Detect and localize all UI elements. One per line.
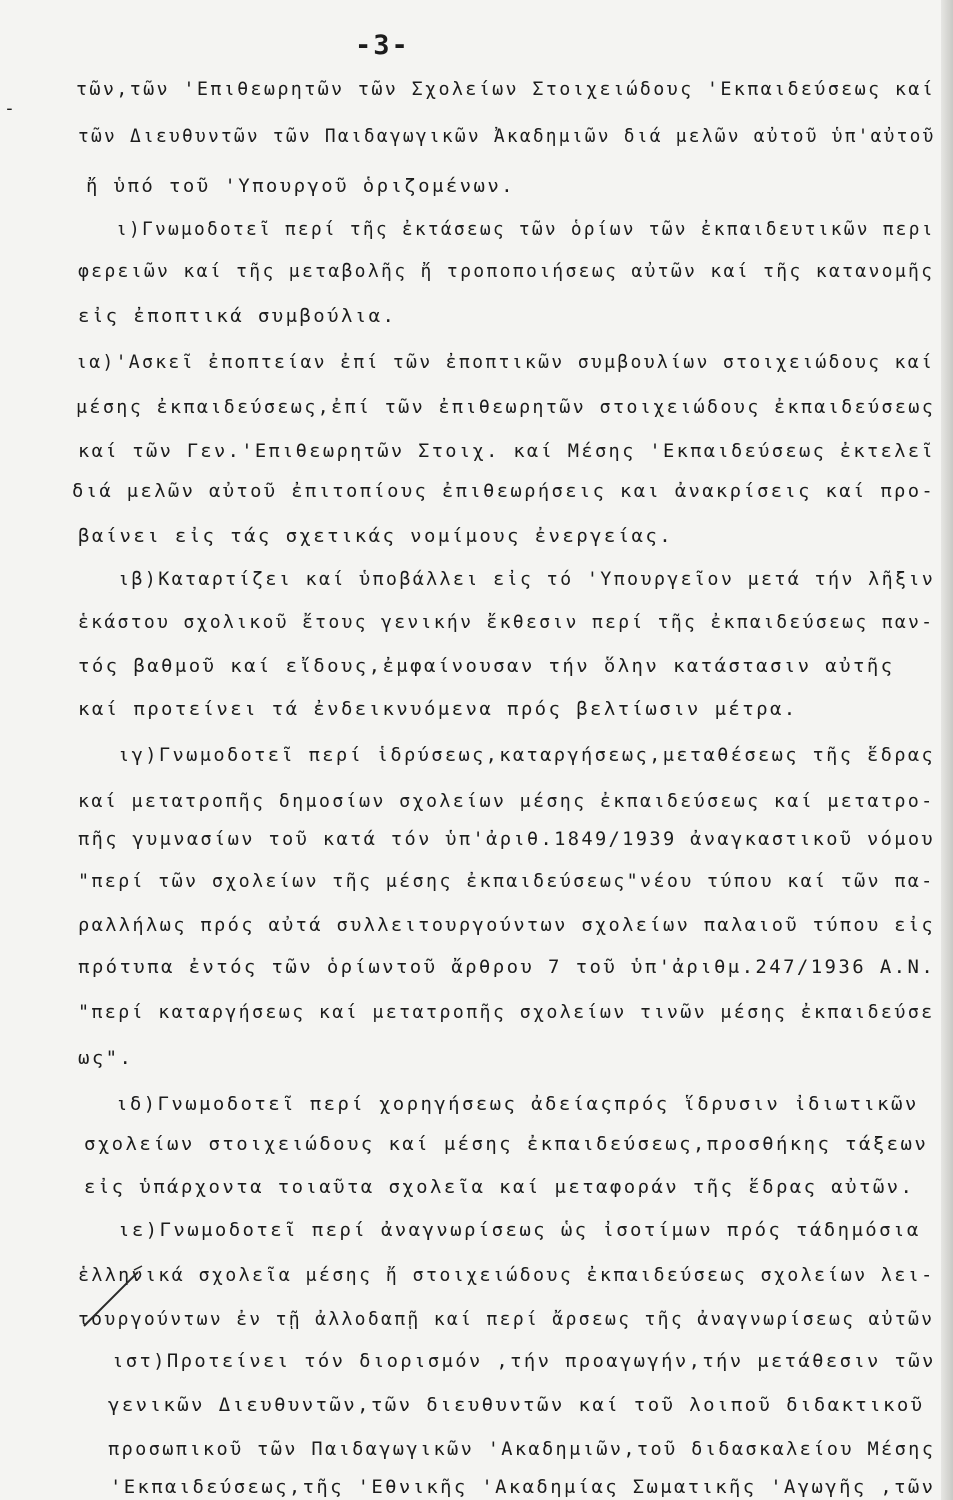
text-line: ιδ)Γνωμοδοτεῖ περί χορηγήσεως ἀδείαςπρός ἵδρυσιν ἰδιωτικῶν [116, 1093, 919, 1115]
page-number: -3- [355, 30, 410, 61]
text-line: ἤ ὑπό τοῦ 'Υπουργοῦ ὁριζομένων. [86, 175, 516, 197]
scan-page-edge [941, 0, 953, 1500]
text-line: ι)Γνωμοδοτεῖ περί τῆς ἐκτάσεως τῶν ὁρίων τῶν ἐκπαιδευτικῶν περι [116, 218, 935, 240]
text-line: καί τῶν Γεν.'Επιθεωρητῶν Στοιχ. καί Μέσης 'Εκπαιδεύσεως ἐκτελεῖ [78, 440, 936, 462]
text-line: ιστ)Προτείνει τόν διορισμόν ,τήν προαγωγήν,τήν μετάθεσιν τῶν [112, 1350, 936, 1372]
text-line: ραλλήλως πρός αὐτά συλλειτουργούντων σχολείων παλαιοῦ τύπου εἰς [78, 914, 936, 936]
text-line: τῶν Διευθυντῶν τῶν Παιδαγωγικῶν Ἀκαδημιῶν διά μελῶν αὐτοῦ ὑπ'αὐτοῦ [78, 125, 936, 147]
pen-stroke-mark [78, 1262, 148, 1332]
text-line: καί μετατροπῆς δημοσίων σχολείων μέσης ἐκπαιδεύσεως καί μετατρο- [78, 790, 935, 812]
text-line: εἰς ἐποπτικά συμβούλια. [78, 305, 397, 327]
text-line: διά μελῶν αὐτοῦ ἐπιτοπίους ἐπιθεωρήσεις και ἀνακρίσεις καί προ- [72, 480, 936, 502]
text-line: τουργούντων ἐν τῇ ἀλλοδαπῇ καί περί ἄρσεως τῆς ἀναγνωρίσεως αὐτῶν [78, 1308, 935, 1330]
margin-tick: - [4, 98, 15, 119]
text-line: τῶν,τῶν 'Επιθεωρητῶν τῶν Σχολείων Στοιχειώδους 'Εκπαιδεύσεως καί [76, 78, 936, 100]
text-line: καί προτείνει τά ἐνδεικνυόμενα πρός βελτίωσιν μέτρα. [78, 698, 798, 720]
text-line: πρότυπα ἐντός τῶν ὁρίωντοῦ ἄρθρου 7 τοῦ ὑπ'ἀριθμ.247/1936 Α.Ν. [78, 956, 936, 978]
text-line: ιε)Γνωμοδοτεῖ περί ἀναγνωρίσεως ὡς ἰσοτίμων πρός τάδημόσια [118, 1219, 921, 1241]
text-line: γενικῶν Διευθυντῶν,τῶν διευθυντῶν καί τοῦ λοιποῦ διδακτικοῦ [108, 1394, 925, 1416]
text-line: ια)'Ασκεῖ ἐποπτείαν ἐπί τῶν ἐποπτικῶν συμβουλίων στοιχειώδους καί [76, 351, 935, 373]
text-line: προσωπικοῦ τῶν Παιδαγωγικῶν 'Ακαδημιῶν,τοῦ διδασκαλείου Μέσης [108, 1438, 936, 1460]
text-line: βαίνει εἰς τάς σχετικάς νομίμους ἐνεργείας. [78, 525, 674, 547]
text-line: εἰς ὑπάρχοντα τοιαῦτα σχολεῖα καί μεταφοράν τῆς ἕδρας αὐτῶν. [84, 1176, 915, 1198]
text-line: 'Εκπαιδεύσεως,τῆς 'Εθνικῆς 'Ακαδημίας Σωματικῆς 'Αγωγῆς ,τῶν [110, 1476, 936, 1498]
text-line: τός βαθμοῦ καί εἴδους,ἐμφαίνουσαν τήν ὅλην κατάστασιν αὐτῆς [78, 655, 895, 677]
text-line: ἑλληνικά σχολεῖα μέσης ἤ στοιχειώδους ἐκπαιδεύσεως σχολείων λει- [78, 1264, 935, 1286]
text-line: σχολείων στοιχειώδους καί μέσης ἐκπαιδεύσεως,προσθήκης τάξεων [84, 1133, 929, 1155]
text-line: φερειῶν καί τῆς μεταβολῆς ἤ τροποποιήσεως αὐτῶν καί τῆς κατανομῆς [78, 260, 935, 282]
text-line: μέσης ἐκπαιδεύσεως,ἐπί τῶν ἐπιθεωρητῶν στοιχειώδους ἐκπαιδεύσεως [76, 396, 936, 418]
text-line: ως". [78, 1047, 134, 1069]
text-line: ἑκάστου σχολικοῦ ἔτους γενικήν ἔκθεσιν περί τῆς ἐκπαιδεύσεως παν- [78, 611, 935, 633]
text-line: πῆς γυμνασίων τοῦ κατά τόν ὑπ'ἀριθ.1849/1939 ἀναγκαστικοῦ νόμου [78, 828, 936, 850]
text-line: ιβ)Καταρτίζει καί ὑποβάλλει εἰς τό 'Υπουργεῖον μετά τήν λῆξιν [118, 568, 936, 590]
text-line: ιγ)Γνωμοδοτεῖ περί ἱδρύσεως,καταργήσεως,μεταθέσεως τῆς ἕδρας [118, 744, 936, 766]
text-line: "περί καταργήσεως καί μετατροπῆς σχολείων τινῶν μέσης ἐκπαιδεύσε [78, 1001, 935, 1023]
text-line: "περί τῶν σχολείων τῆς μέσης ἐκπαιδεύσεως"νέου τύπου καί τῶν πα- [78, 870, 935, 892]
